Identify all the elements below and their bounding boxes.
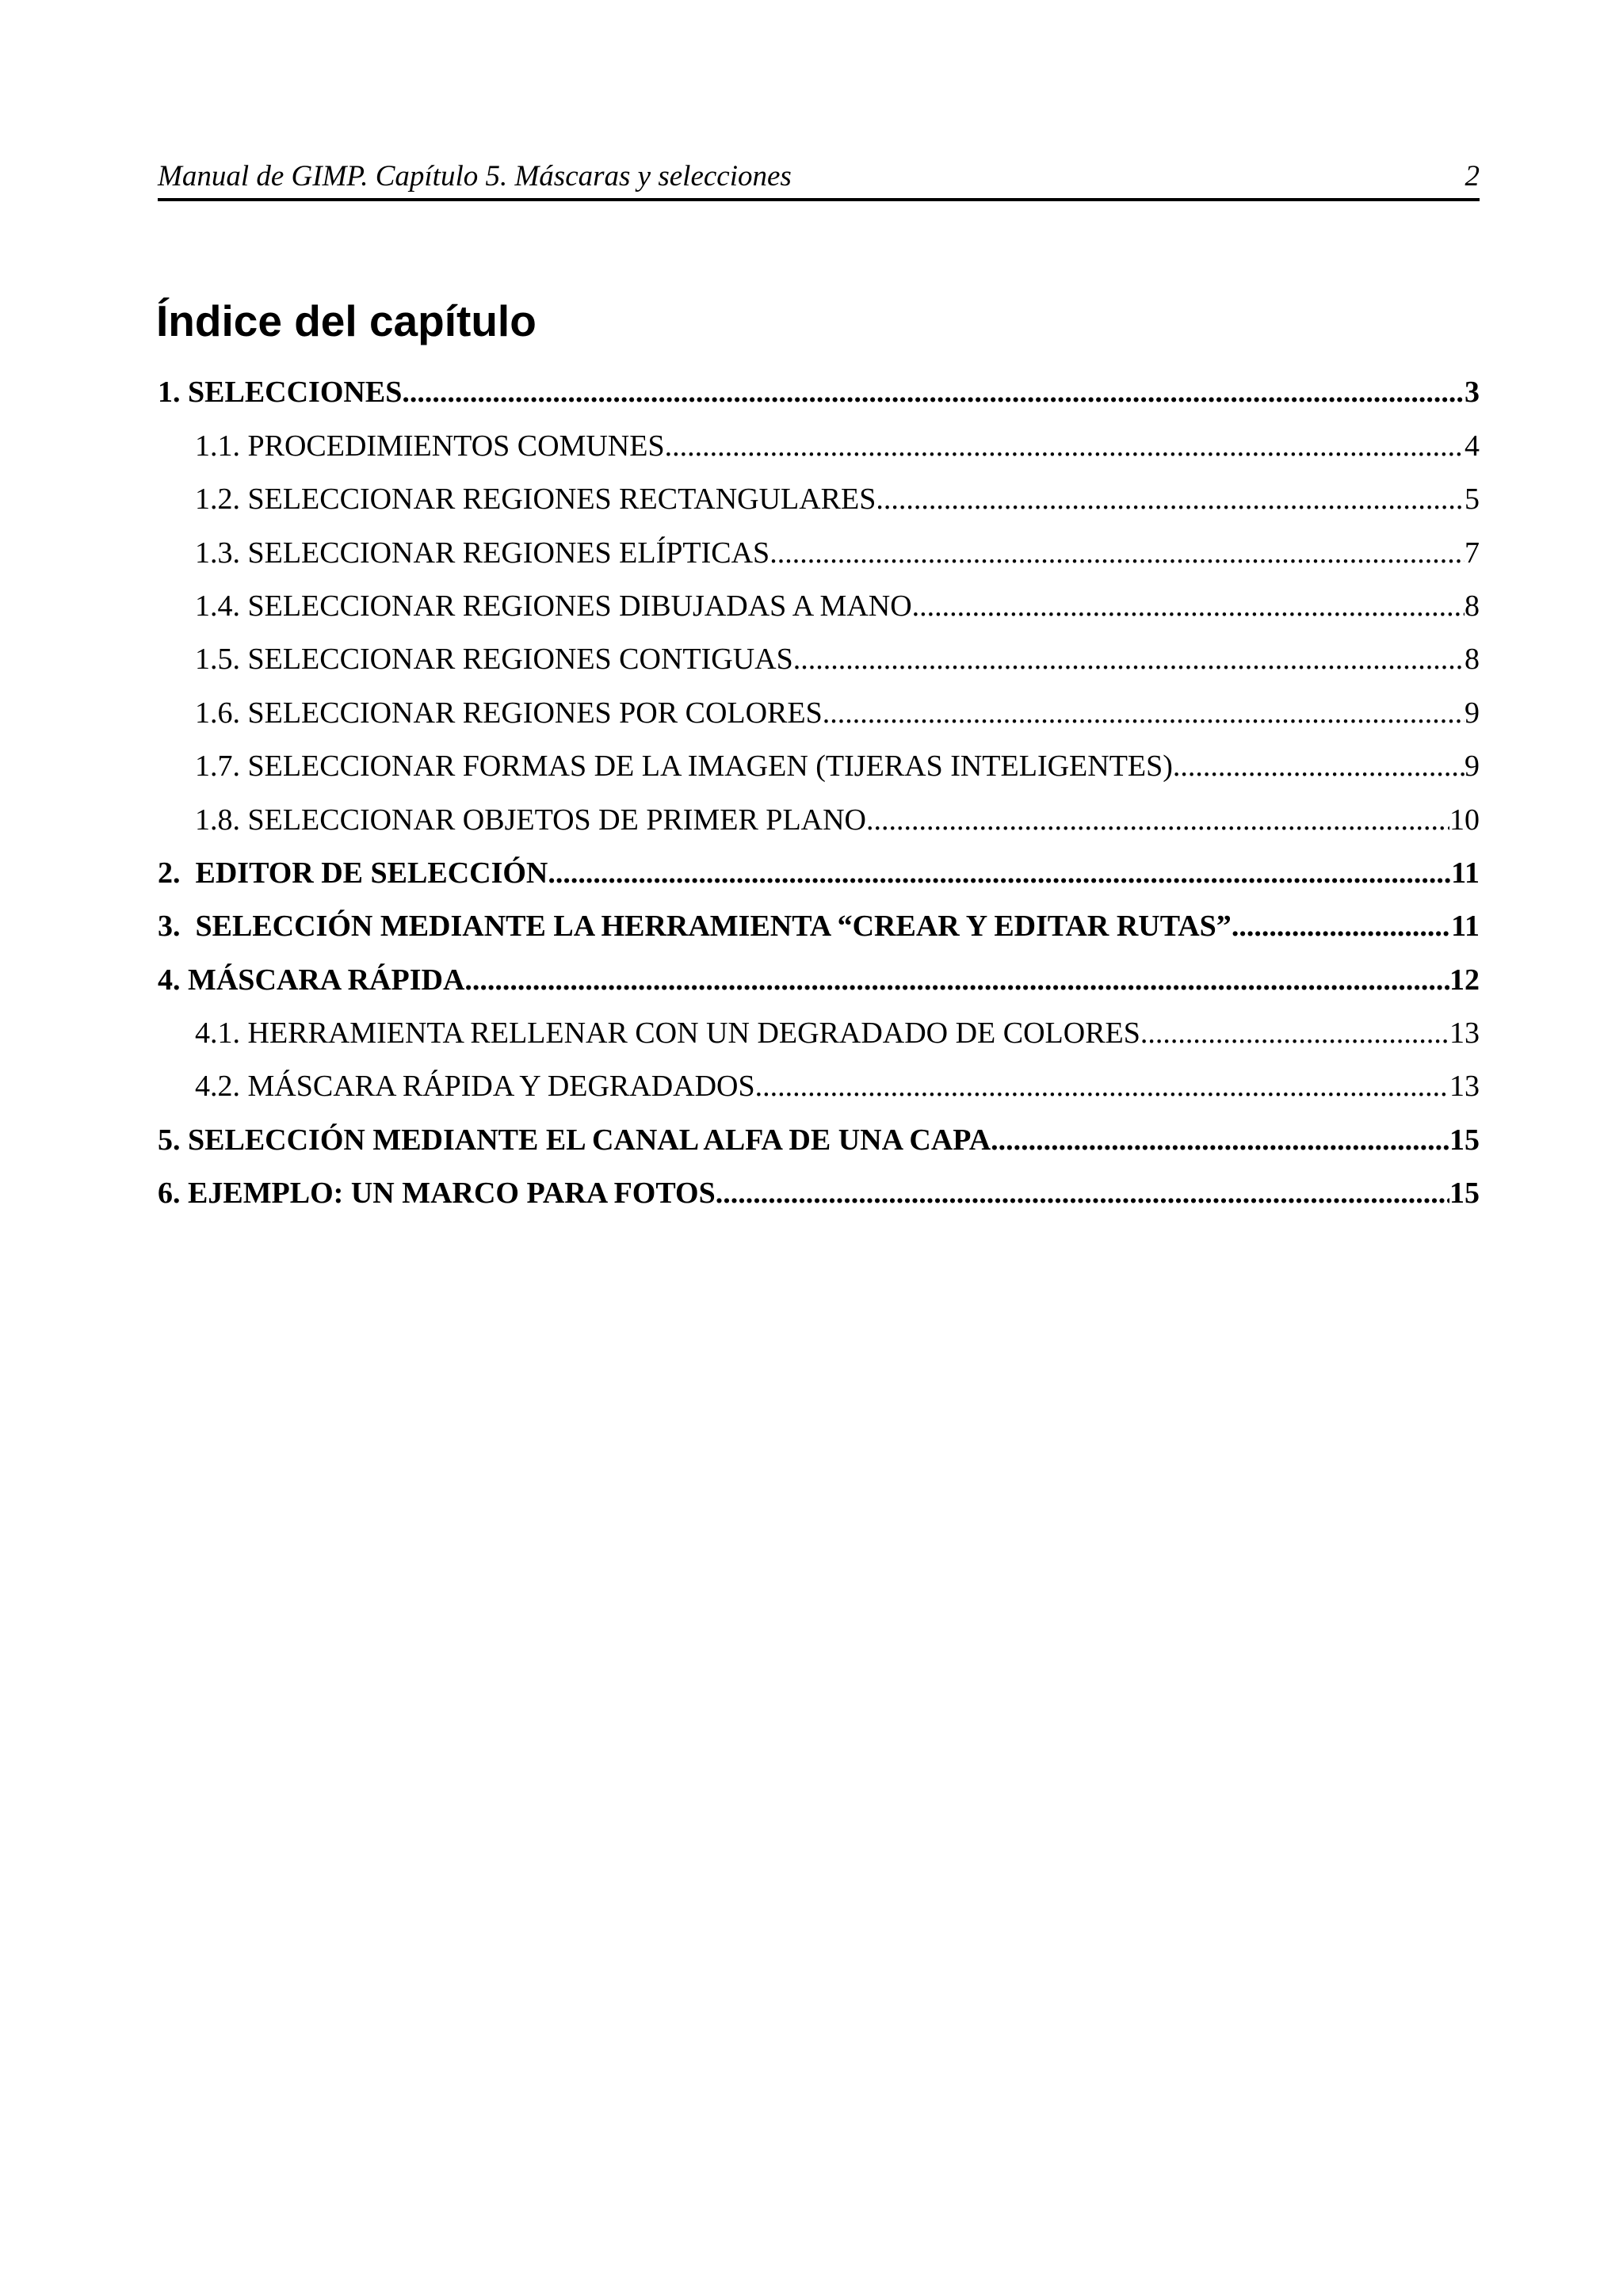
toc-dot-leader bbox=[793, 641, 1465, 677]
toc-entry-4[interactable] bbox=[158, 949, 1480, 1002]
toc-entry-page: 8 bbox=[1465, 589, 1480, 623]
toc-entry-page: 9 bbox=[1465, 696, 1480, 730]
toc-entry-title: 4.2. MÁSCARA RÁPIDA Y DEGRADADOS bbox=[195, 1070, 755, 1104]
toc-entry-title: 6. EJEMPLO: UN MARCO PARA FOTOS bbox=[158, 1177, 716, 1211]
toc-entry-1-3[interactable] bbox=[158, 522, 1480, 575]
table-of-contents bbox=[158, 362, 1480, 1216]
toc-dot-leader bbox=[665, 428, 1465, 464]
toc-dot-leader bbox=[402, 374, 1465, 410]
toc-entry-title: 1.4. SELECCIONAR REGIONES DIBUJADAS A MANO bbox=[195, 589, 912, 623]
toc-dot-leader bbox=[548, 855, 1451, 891]
toc-dot-leader bbox=[716, 1175, 1449, 1211]
toc-entry-page: 15 bbox=[1449, 1123, 1480, 1157]
toc-entry-3[interactable] bbox=[158, 896, 1480, 949]
toc-entry-1-5[interactable] bbox=[158, 629, 1480, 682]
toc-entry-2[interactable] bbox=[158, 843, 1480, 896]
toc-entry-page: 11 bbox=[1451, 910, 1480, 944]
toc-entry-title: 1.8. SELECCIONAR OBJETOS DE PRIMER PLANO bbox=[195, 803, 866, 837]
toc-entry-page: 13 bbox=[1449, 1016, 1480, 1051]
toc-entry-page: 3 bbox=[1465, 376, 1480, 410]
toc-dot-leader bbox=[755, 1068, 1449, 1104]
toc-entry-1-7[interactable] bbox=[158, 736, 1480, 789]
toc-entry-5[interactable] bbox=[158, 1109, 1480, 1162]
toc-dot-leader bbox=[912, 588, 1465, 624]
toc-dot-leader bbox=[1232, 908, 1451, 944]
toc-dot-leader bbox=[769, 535, 1465, 571]
toc-entry-title: 1.3. SELECCIONAR REGIONES ELÍPTICAS bbox=[195, 536, 770, 570]
toc-entry-4-2[interactable] bbox=[158, 1056, 1480, 1109]
toc-dot-leader bbox=[1140, 1015, 1449, 1051]
toc-dot-leader bbox=[876, 481, 1465, 517]
toc-entry-page: 12 bbox=[1449, 963, 1480, 997]
toc-entry-1-2[interactable] bbox=[158, 469, 1480, 522]
toc-dot-leader bbox=[823, 695, 1465, 731]
toc-entry-title: 1.6. SELECCIONAR REGIONES POR COLORES bbox=[195, 696, 823, 730]
toc-entry-page: 4 bbox=[1465, 429, 1480, 463]
toc-entry-title: 3. SELECCIÓN MEDIANTE LA HERRAMIENTA “CREAR Y EDITAR RUTAS” bbox=[158, 910, 1232, 944]
running-header bbox=[158, 155, 1480, 195]
toc-entry-page: 13 bbox=[1449, 1070, 1480, 1104]
toc-entry-1-8[interactable] bbox=[158, 789, 1480, 842]
toc-entry-title: 1. SELECCIONES bbox=[158, 376, 403, 410]
toc-entry-4-1[interactable] bbox=[158, 1003, 1480, 1056]
toc-dot-leader bbox=[991, 1122, 1449, 1158]
toc-dot-leader bbox=[464, 962, 1449, 998]
toc-entry-page: 15 bbox=[1449, 1177, 1480, 1211]
toc-entry-title: 4.1. HERRAMIENTA RELLENAR CON UN DEGRADADO DE COLORES bbox=[195, 1016, 1140, 1051]
header-rule bbox=[158, 198, 1480, 201]
toc-entry-page: 8 bbox=[1465, 643, 1480, 677]
toc-entry-title: 1.2. SELECCIONAR REGIONES RECTANGULARES bbox=[195, 482, 876, 517]
toc-entry-page: 7 bbox=[1465, 536, 1480, 570]
toc-entry-title: 5. SELECCIÓN MEDIANTE EL CANAL ALFA DE UNA CAPA bbox=[158, 1123, 991, 1157]
toc-entry-title: 1.5. SELECCIONAR REGIONES CONTIGUAS bbox=[195, 643, 793, 677]
toc-entry-1-1[interactable] bbox=[158, 415, 1480, 468]
toc-entry-title: 2. EDITOR DE SELECCIÓN bbox=[158, 856, 548, 890]
toc-entry-title: 1.1. PROCEDIMIENTOS COMUNES bbox=[195, 429, 665, 463]
toc-dot-leader bbox=[866, 802, 1449, 838]
toc-entry-page: 9 bbox=[1465, 749, 1480, 784]
toc-dot-leader bbox=[1173, 748, 1465, 784]
toc-entry-1[interactable] bbox=[158, 362, 1480, 415]
toc-entry-title: 1.7. SELECCIONAR FORMAS DE LA IMAGEN (TIJERAS INTELIGENTES) bbox=[195, 749, 1173, 784]
header-page-number: 2 bbox=[1465, 160, 1480, 193]
toc-entry-6[interactable] bbox=[158, 1163, 1480, 1216]
toc-entry-title: 4. MÁSCARA RÁPIDA bbox=[158, 963, 465, 997]
header-title: Manual de GIMP. Capítulo 5. Máscaras y selecciones bbox=[158, 160, 792, 193]
toc-entry-page: 11 bbox=[1451, 856, 1480, 890]
toc-entry-1-6[interactable] bbox=[158, 682, 1480, 735]
toc-entry-page: 10 bbox=[1449, 803, 1480, 837]
toc-heading: Índice del capítulo bbox=[156, 296, 537, 345]
toc-entry-page: 5 bbox=[1465, 482, 1480, 517]
toc-entry-1-4[interactable] bbox=[158, 576, 1480, 629]
